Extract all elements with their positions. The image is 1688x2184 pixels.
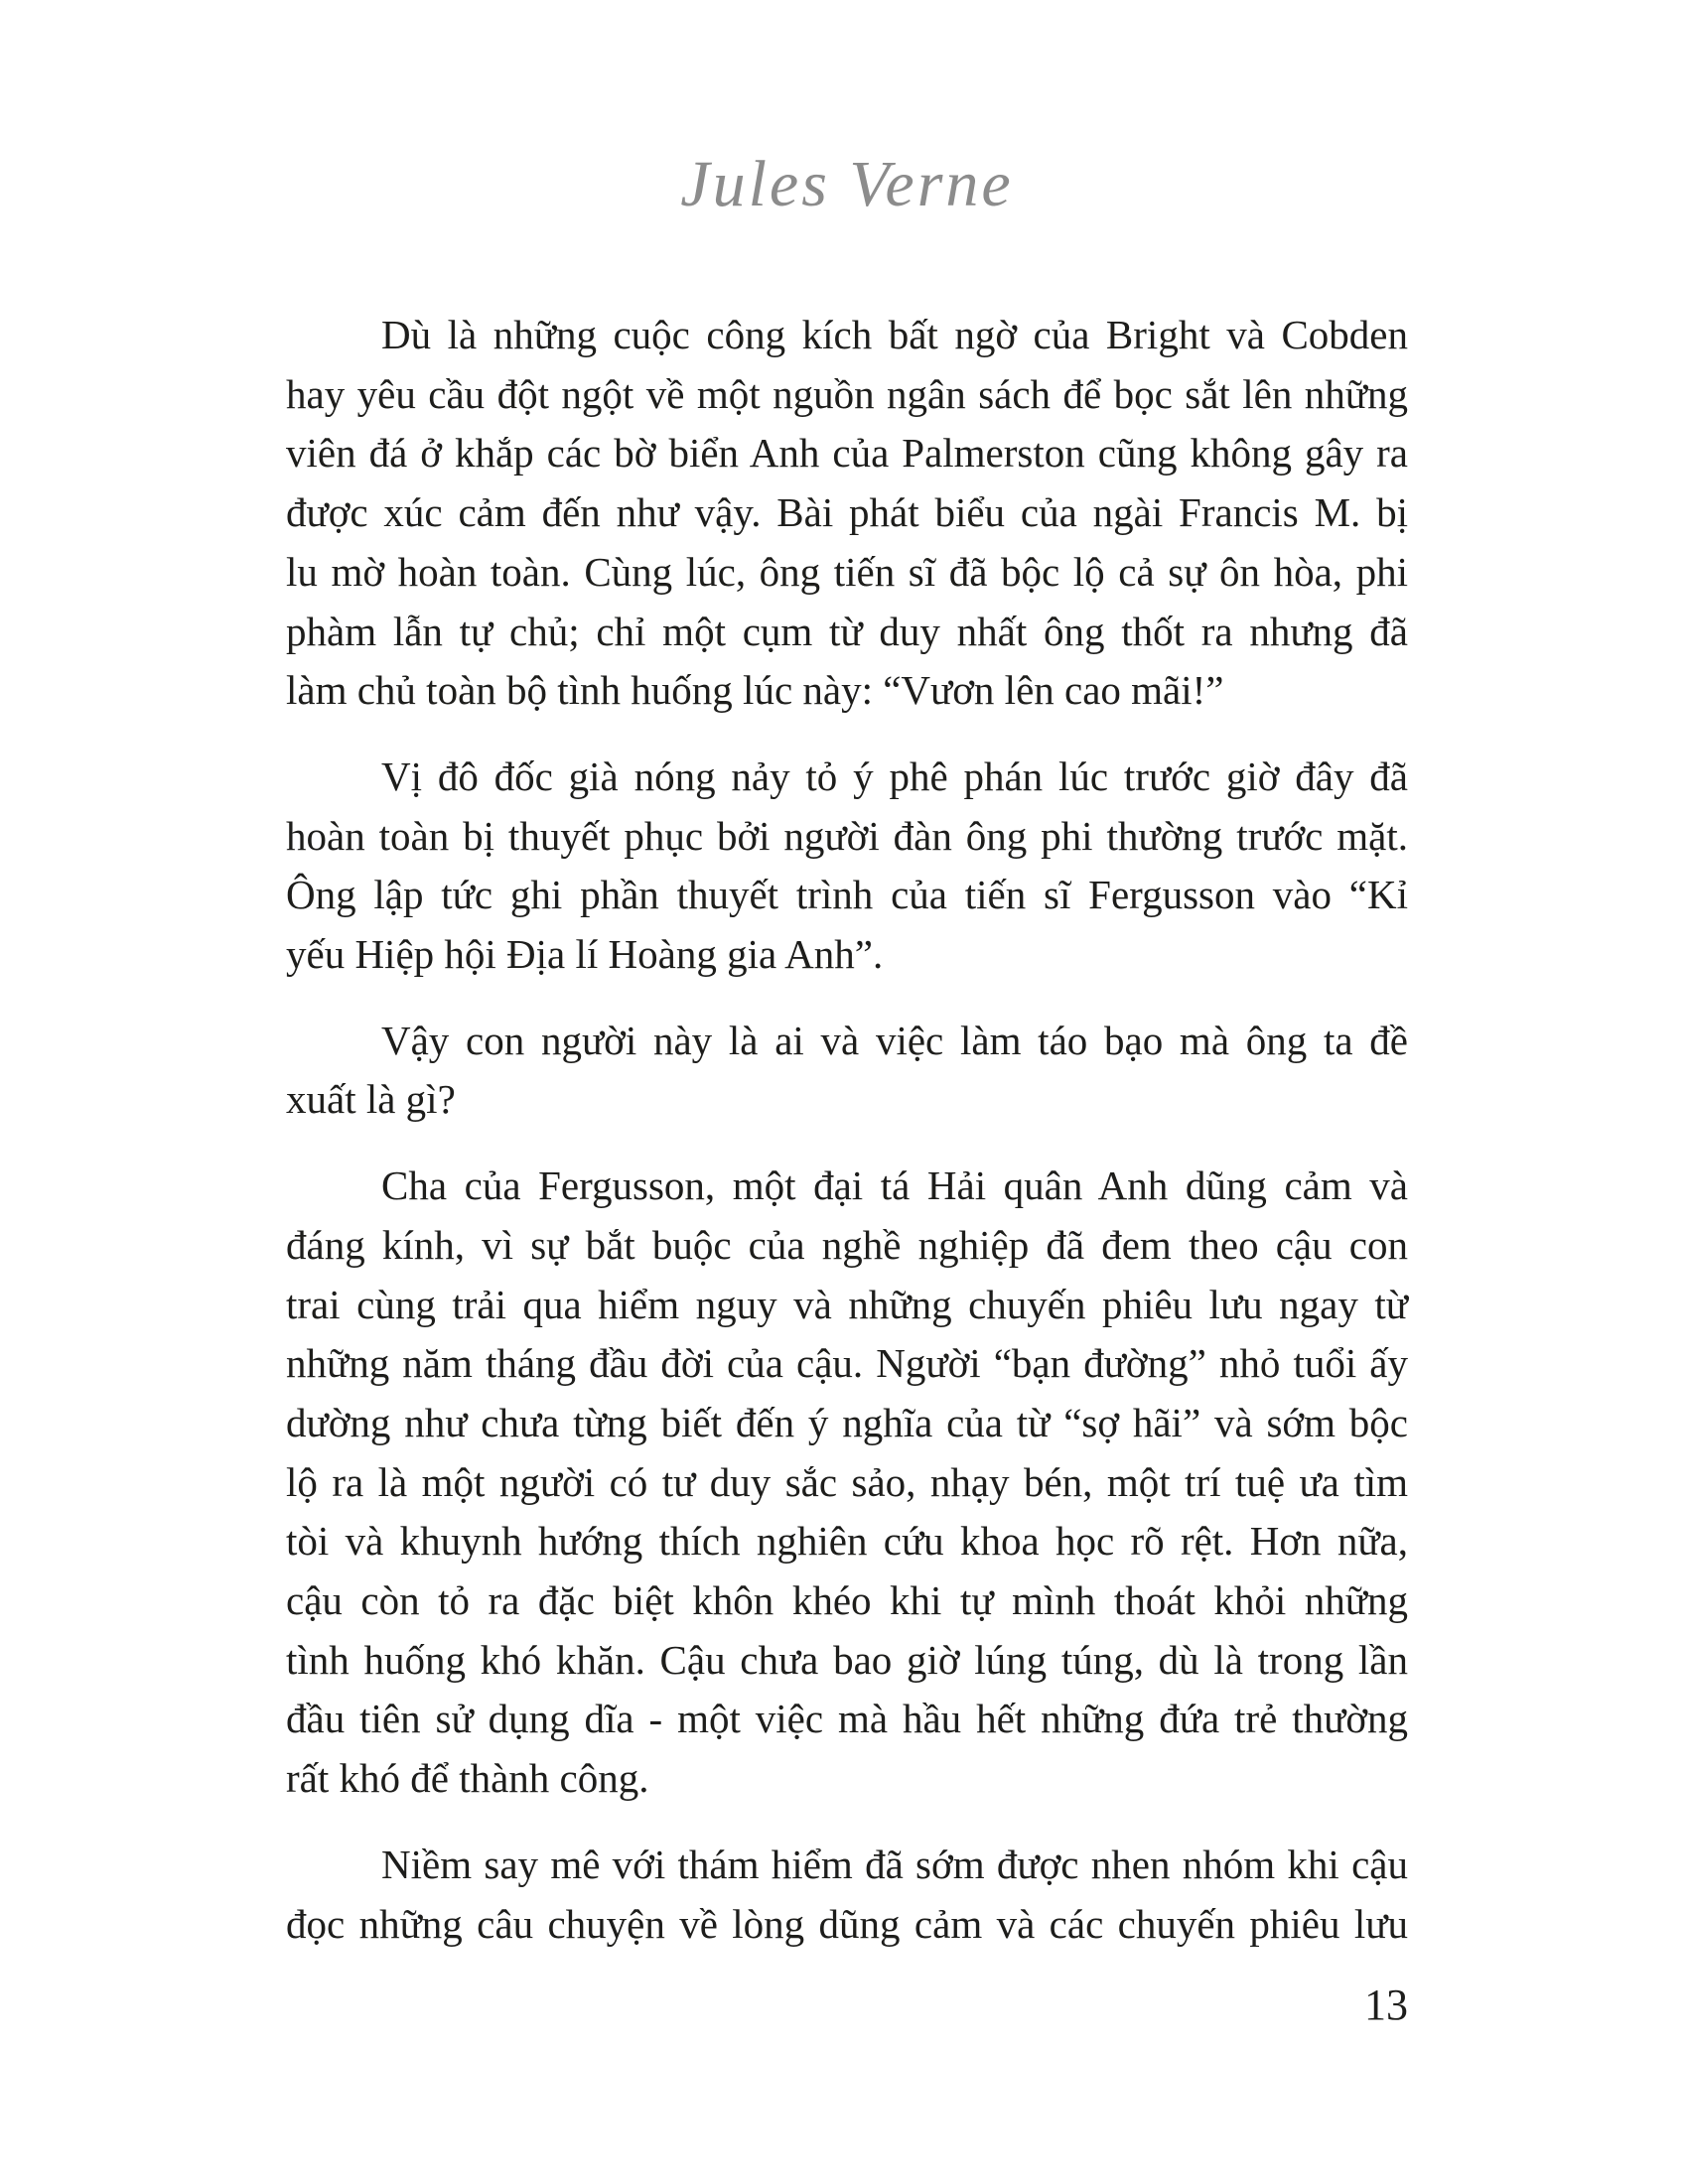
text-line: Vậy con người này là ai và việc làm táo bạo mà ông ta đề <box>381 1017 1408 1063</box>
text-line: đọc những câu chuyện về lòng dũng cảm và các chuyến phiêu lưu <box>286 1900 1408 1947</box>
text-line: Dù là những cuộc công kích bất ngờ của Bright và Cobden <box>381 312 1408 357</box>
paragraph-3 <box>286 1012 1408 1130</box>
text-line: làm chủ toàn bộ tình huống lúc này: “Vươn lên cao mãi!” <box>286 667 1224 714</box>
text-line: những năm tháng đầu đời của cậu. Người “bạn đường” nhỏ tuổi ấy <box>286 1340 1408 1387</box>
text-line: Ông lập tức ghi phần thuyết trình của tiến sĩ Fergusson vào “Kỉ <box>286 872 1408 918</box>
text-line: lộ ra là một người có tư duy sắc sảo, nhạy bén, một trí tuệ ưa tìm <box>286 1458 1408 1505</box>
text-line: lu mờ hoàn toàn. Cùng lúc, ông tiến sĩ đã bộc lộ cả sự ôn hòa, phi <box>286 548 1408 595</box>
text-line: trai cùng trải qua hiểm nguy và những chuyến phiêu lưu ngay từ <box>286 1281 1408 1327</box>
text-line: dường như chưa từng biết đến ý nghĩa của từ “sợ hãi” và sớm bộc <box>286 1399 1408 1445</box>
text-line: đáng kính, vì sự bắt buộc của nghề nghiệp đã đem theo cậu con <box>286 1221 1408 1268</box>
text-line: cậu còn tỏ ra đặc biệt khôn khéo khi tự mình thoát khỏi những <box>286 1577 1408 1624</box>
page-number: 13 <box>1364 1980 1408 2029</box>
text-line: Niềm say mê với thám hiểm đã sớm được nhen nhóm khi cậu <box>381 1841 1408 1887</box>
text-line: tòi và khuynh hướng thích nghiên cứu khoa học rõ rệt. Hơn nữa, <box>286 1518 1408 1565</box>
text-line: phàm lẫn tự chủ; chỉ một cụm từ duy nhất ông thốt ra nhưng đã <box>286 608 1408 654</box>
text-line: Vị đô đốc già nóng nảy tỏ ý phê phán lúc trước giờ đây đã <box>381 752 1408 799</box>
text-line: tình huống khó khăn. Cậu chưa bao giờ lúng túng, dù là trong lần <box>286 1636 1408 1683</box>
text-line: hoàn toàn bị thuyết phục bởi người đàn ông phi thường trước mặt. <box>286 812 1408 859</box>
body-text <box>286 306 1408 1954</box>
text-line: viên đá ở khắp các bờ biển Anh của Palmerston cũng không gây ra <box>286 430 1408 477</box>
author-running-head: Jules Verne <box>680 148 1014 220</box>
text-line: đầu tiên sử dụng dĩa - một việc mà hầu hết những đứa trẻ thường <box>286 1696 1408 1742</box>
text-line: Cha của Fergusson, một đại tá Hải quân Anh dũng cảm và <box>381 1162 1408 1209</box>
text-line: yếu Hiệp hội Địa lí Hoàng gia Anh”. <box>286 931 884 978</box>
text-line: xuất là gì? <box>286 1076 456 1123</box>
text-line: rất khó để thành công. <box>286 1755 649 1802</box>
paragraph-4 <box>286 1157 1408 1809</box>
paragraph-5 <box>286 1836 1408 1954</box>
paragraph-1 <box>286 306 1408 721</box>
text-line: được xúc cảm đến như vậy. Bài phát biểu của ngài Francis M. bị <box>286 489 1408 536</box>
text-line: hay yêu cầu đột ngột về một nguồn ngân sách để bọc sắt lên những <box>286 370 1408 417</box>
paragraph-2 <box>286 748 1408 985</box>
